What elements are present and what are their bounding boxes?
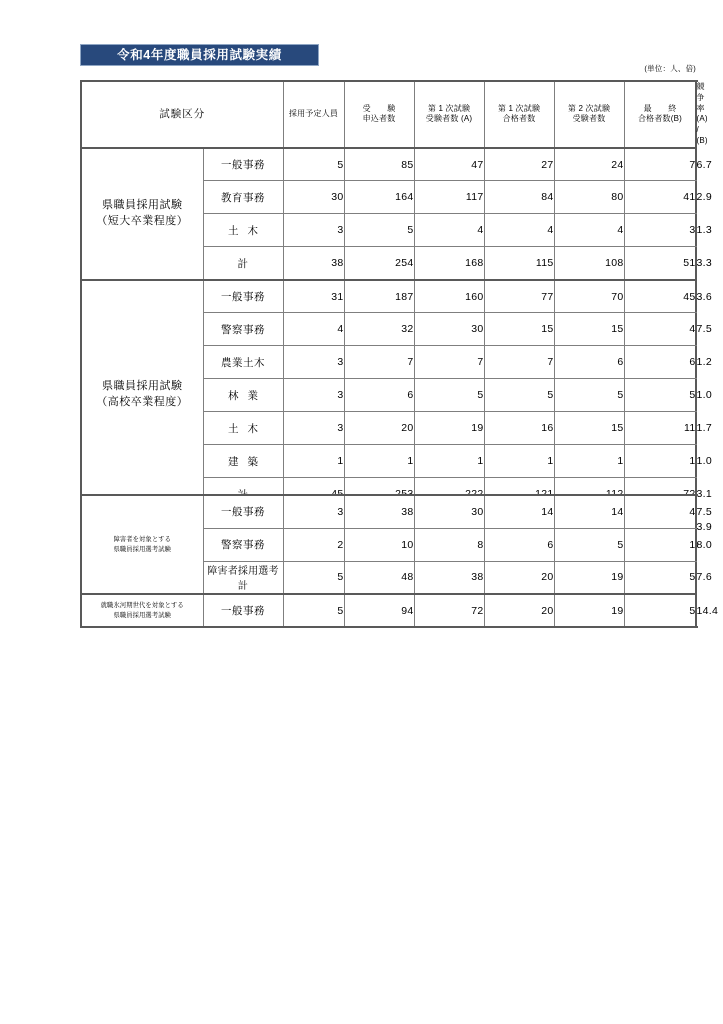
table-cell-value: 80 — [554, 181, 624, 214]
table-cell-value: 84 — [484, 181, 554, 214]
table-cell-value: 115 — [484, 247, 554, 280]
selection-category-label: 警察事務 — [203, 528, 283, 561]
table-cell-value: 3 — [624, 214, 696, 247]
table-cell-value: 51 — [624, 247, 696, 280]
table-cell-value: 38 — [283, 247, 344, 280]
table-cell-value: 19 — [554, 594, 624, 627]
table-cell-value: 48 — [344, 561, 414, 594]
table-cell-value: 70 — [554, 280, 624, 313]
table-cell-value: 117 — [414, 181, 484, 214]
document-title-banner — [80, 44, 319, 66]
header-first-exam-takers: 第 1 次試験 受験者数 (A) — [414, 81, 484, 148]
exam-category-label: 建築 — [203, 445, 283, 478]
table-cell-value: 24 — [554, 148, 624, 181]
table-cell-value: 16 — [484, 412, 554, 445]
table-cell-value: 5 — [344, 214, 414, 247]
table-cell-value: 5 — [554, 528, 624, 561]
table-cell-value: 19 — [414, 412, 484, 445]
table-cell-value: 1 — [414, 445, 484, 478]
table-cell-value: 30 — [283, 181, 344, 214]
table-row: 障害者採用選考計 5 48 38 20 19 5 7.6 — [81, 561, 696, 594]
header-category: 試験区分 — [81, 81, 283, 148]
table-cell-value: 5 — [283, 594, 344, 627]
table-cell-value: 5 — [624, 561, 696, 594]
table-cell-value: 30 — [414, 495, 484, 528]
table-cell-value: 168 — [414, 247, 484, 280]
exam-category-label: 一般事務 — [203, 148, 283, 181]
table-cell-value: 6 — [344, 379, 414, 412]
table-cell-value: 19 — [554, 561, 624, 594]
table-row: 障害者を対象とする 県職員採用選考試験 一般事務 3 38 30 14 14 4 7.5 — [81, 495, 696, 528]
exam-category-label: 教育事務 — [203, 181, 283, 214]
table-cell-value: 11 — [624, 412, 696, 445]
table-cell-value: 5 — [624, 379, 696, 412]
header-planned: 採用予定人員 — [283, 81, 344, 148]
table-cell-value: 6 — [554, 346, 624, 379]
table-cell-value: 4 — [624, 495, 696, 528]
table-cell-value: 164 — [344, 181, 414, 214]
table-cell-value: 14 — [554, 495, 624, 528]
table-cell-value: 6 — [484, 528, 554, 561]
table-cell-value: 3 — [283, 214, 344, 247]
table-cell-value: 6 — [624, 346, 696, 379]
table-cell-value: 5 — [484, 379, 554, 412]
table-row: 建築 1 1 1 1 1 1 1.0 — [81, 445, 696, 478]
table-cell-value: 5 — [283, 148, 344, 181]
table-cell-value: 3 — [283, 495, 344, 528]
table-cell-value: 15 — [554, 313, 624, 346]
header-applicants: 受 験 申込者数 — [344, 81, 414, 148]
table-cell-value: 94 — [344, 594, 414, 627]
table-cell-value: 72 — [414, 594, 484, 627]
table-cell-value: 3 — [283, 412, 344, 445]
table-cell-value: 7 — [484, 346, 554, 379]
table-cell-value: 4 — [414, 214, 484, 247]
table-cell-value: 85 — [344, 148, 414, 181]
table-cell-value: 15 — [554, 412, 624, 445]
table-cell-value: 1 — [624, 445, 696, 478]
table-cell-value: 1 — [344, 445, 414, 478]
table-row: 県職員採用試験 （短大卒業程度） 一般事務 5 85 47 27 24 7 6.7 — [81, 148, 696, 181]
table-cell-value: 5 — [554, 379, 624, 412]
header-final-pass: 最 終 合格者数(B) — [624, 81, 696, 148]
header-first-exam-pass: 第 1 次試験 合格者数 — [484, 81, 554, 148]
table-cell-value: 5 — [624, 594, 696, 627]
exam-category-label: 土木 — [203, 412, 283, 445]
selection-category-label: 障害者採用選考計 — [203, 561, 283, 594]
table-cell-value: 20 — [484, 594, 554, 627]
table-cell-value: 4 — [624, 313, 696, 346]
table-cell-value: 15 — [484, 313, 554, 346]
exam-results-main-table — [80, 80, 712, 545]
selection-category-label: 一般事務 — [203, 495, 283, 528]
table-row: 県職員採用試験 （高校卒業程度） 一般事務 31 187 160 77 70 45 3.6 — [81, 280, 696, 313]
table-total-row: 3.9 — [81, 511, 696, 544]
table-cell-value: 32 — [344, 313, 414, 346]
table-cell-value: 38 — [414, 561, 484, 594]
table-cell-value: 1 — [484, 445, 554, 478]
selection-group-label: 就職氷河期世代を対象とする 県職員採用選考試験 — [81, 594, 203, 627]
table-row: 林業 3 6 5 5 5 5 1.0 — [81, 379, 696, 412]
exam-group-label: 県職員採用試験 （高校卒業程度） — [81, 280, 203, 511]
exam-category-label: 土木 — [203, 214, 283, 247]
table-row: 警察事務 2 10 8 6 5 1 8.0 — [81, 528, 696, 561]
table-cell-value: 1 — [624, 528, 696, 561]
exam-category-label: 農業土木 — [203, 346, 283, 379]
table-row: 土木 3 5 4 4 4 3 1.3 — [81, 214, 696, 247]
table-cell-value: 4 — [484, 214, 554, 247]
table-cell-value: 10 — [344, 528, 414, 561]
table-cell-value: 7 — [414, 346, 484, 379]
exam-group-label: 県職員採用試験 （短大卒業程度） — [81, 148, 203, 280]
table-cell-value: 20 — [344, 412, 414, 445]
table-cell-value: 3 — [283, 346, 344, 379]
table-cell-value: 27 — [484, 148, 554, 181]
table-cell-value: 45 — [624, 280, 696, 313]
exam-category-label: 林業 — [203, 379, 283, 412]
table-row: 土木 3 20 19 16 15 11 1.7 — [81, 412, 696, 445]
table-cell-value: 1 — [283, 445, 344, 478]
table-cell-value: 2 — [283, 528, 344, 561]
table-cell-value: 1 — [554, 445, 624, 478]
table-row: 警察事務 4 32 30 15 15 4 7.5 — [81, 313, 696, 346]
table-cell-value: 77 — [484, 280, 554, 313]
exam-category-label: 一般事務 — [203, 280, 283, 313]
selection-group-label: 障害者を対象とする 県職員採用選考試験 — [81, 495, 203, 594]
page-title: 令和4年度職員採用試験実績 — [117, 47, 282, 62]
table-cell-value: 41 — [624, 181, 696, 214]
table-row: 教育事務 30 164 117 84 80 41 2.9 — [81, 181, 696, 214]
table-row: 計 38 254 168 115 108 51 3.3 — [81, 247, 696, 280]
table-cell-value: 187 — [344, 280, 414, 313]
table-cell-value: 30 — [414, 313, 484, 346]
table-row: 3.1 — [81, 478, 696, 511]
table-cell-value: 5 — [283, 561, 344, 594]
table-cell-value: 7 — [624, 148, 696, 181]
exam-category-label: 計 — [203, 247, 283, 280]
unit-note: (単位：人、倍) — [644, 64, 696, 73]
table-cell-value: 7 — [344, 346, 414, 379]
table-cell-value: 108 — [554, 247, 624, 280]
table-cell-value: 14 — [484, 495, 554, 528]
table-cell-value: 4 — [283, 313, 344, 346]
table-cell-value: 3 — [283, 379, 344, 412]
table-cell-value: 47 — [414, 148, 484, 181]
table-header-row: 試験区分 採用予定人員 受 験 申込者数 第 1 次試験 受験者数 (A) 第 1 次試験 合格者数 第 2 次試験 受験者数 最 終 合格者数(B) 競争率 (A) / (B) — [81, 81, 696, 148]
table-cell-value: 31 — [283, 280, 344, 313]
table-cell-value: 254 — [344, 247, 414, 280]
table-cell-value: 38 — [344, 495, 414, 528]
table-cell-value: 20 — [484, 561, 554, 594]
exam-category-label: 警察事務 — [203, 313, 283, 346]
table-cell-value: 5 — [414, 379, 484, 412]
selection-category-label: 一般事務 — [203, 594, 283, 627]
table-cell-value: 4 — [554, 214, 624, 247]
table-row: 農業土木 3 7 7 7 6 6 1.2 — [81, 346, 696, 379]
table-row: 就職氷河期世代を対象とする 県職員採用選考試験 一般事務 5 94 72 20 19 5 14.4 — [81, 594, 696, 627]
header-second-exam-takers: 第 2 次試験 受験者数 — [554, 81, 624, 148]
table-cell-value: 8 — [414, 528, 484, 561]
table-cell-value: 160 — [414, 280, 484, 313]
